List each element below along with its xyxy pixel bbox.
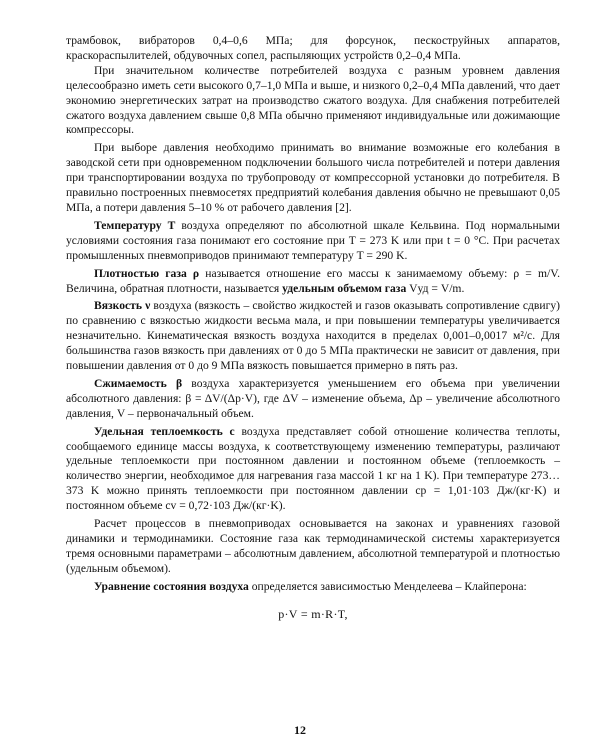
paragraph-text: воздуха (вязкость – свойство жидкостей и газов оказывать сопротивление сдвигу) по сравнению с вязкостью жидкости весьма мала, и при повышении температуры увеличивается незначительно. Кинематическая вязкость воздуха находится в пределах 0,001–0,0017 м²/с. Для большинства газов вязкость при давлениях от 0 до 5 МПа практически не зависит от давления, при повышении давления от 0 до 9 МПа вязкость повышается примерно в пять раз. — [66, 299, 560, 373]
paragraph-text: Расчет процессов в пневмоприводах основывается на законах и уравнениях газовой динамики и термодинамики. Состояние газа как термодинамической системы характеризуется тремя основными параметрами – абсолютным давлением, абсолютной температурой и плотностью (удельным объемом). — [66, 517, 560, 575]
paragraph-text: Vуд = V/m. — [406, 281, 465, 295]
paragraph-compressibility — [66, 377, 560, 422]
paragraph-text: При значительном количестве потребителей воздуха с разным уровнем давления целесообразно иметь сети высокого 0,7–1,0 МПа и выше, и низкого 0,2–0,4 МПа давлений, что дает экономию энергетических затрат на производство сжатого воздуха. Для снабжения потребителей сжатого воздуха давлением свыше 0,8 МПа обычно применяют индивидуальные или дожимающие компрессоры. — [66, 63, 560, 137]
paragraph-viscosity — [66, 299, 560, 374]
term-heat-capacity: Удельная теплоемкость c — [94, 424, 235, 438]
term-viscosity: Вязкость ν — [94, 299, 151, 313]
paragraph-heat-capacity — [66, 425, 560, 514]
term-compressibility: Сжимаемость β — [94, 376, 183, 390]
paragraph-density — [66, 267, 560, 297]
term-specific-volume: удельным объемом газа — [282, 281, 407, 295]
paragraph-text: При выборе давления необходимо принимать во внимание возможные его колебания в заводской сети при одновременном подключении большого числа потребителей и потери давления при транспортировании воздуха по трубопроводу от компрессорной установки до потребителя. В правильно построенных пневмосетях предприятий колебания давления обычно не превышают 0,05 МПа, а потери давления 5–10 % от рабочего давления [2]. — [66, 141, 560, 214]
paragraph-text: воздуха определяют по абсолютной шкале Кельвина. Под нормальными условиями состояния газа понимают его состояние при T = 273 K или при t = 0 °C. При расчетах промышленных пневмоприводов принимают температуру T = 290 K. — [66, 218, 561, 262]
page-number: 12 — [294, 723, 306, 737]
term-temperature: Температуру T — [94, 218, 176, 232]
paragraph-state-equation — [66, 580, 560, 595]
paragraph-pressure-networks — [66, 64, 560, 139]
term-density: Плотностью газа ρ — [94, 266, 200, 280]
paragraph-text: воздуха представляет собой отношение количества теплоты, сообщаемого единице массы воздуха, к соответствующему изменению температуры, различают удельные теплоемкости при постоянном давлении и постоянном объеме (теплоемкость – количество энергии, необходимое для нагревания газа массой 1 кг на 1 K). При температуре 273…373 K можно принять теплоемкости при постоянном давлении cp = 1,01·103 Дж/(кг·K) и постоянном объеме cv = 0,72·103 Дж/(кг·K). — [66, 424, 560, 513]
paragraph-text: определяется зависимостью Менделеева – Клайперона: — [248, 579, 527, 593]
term-state-equation: Уравнение состояния воздуха — [94, 579, 249, 593]
paragraph-text: воздуха характеризуется уменьшением его объема при увеличении абсолютного давления: β = ΔV/(Δp·V), где ΔV – изменение объема, Δp – увеличение абсолютного давления, V – первоначальный объем. — [66, 376, 561, 420]
paragraph-temperature — [66, 219, 560, 264]
paragraph-text: трамбовок, вибраторов 0,4–0,6 МПа; для форсунок, пескоструйных аппаратов, краскораспылителей, обдувочных сопел, распыляющих устройств 0,2–0,4 МПа. — [66, 34, 560, 62]
equation-mendeleev-clapeyron: p·V = m·R·T, — [278, 606, 348, 621]
paragraph-pressure-tools — [66, 34, 560, 64]
paragraph-pressure-fluctuations — [66, 141, 560, 216]
paragraph-text: называется отношение его массы к занимаемому объему: ρ = m/V. Величина, обратная плотности, называется — [66, 266, 560, 295]
paragraph-gas-dynamics — [66, 517, 560, 577]
